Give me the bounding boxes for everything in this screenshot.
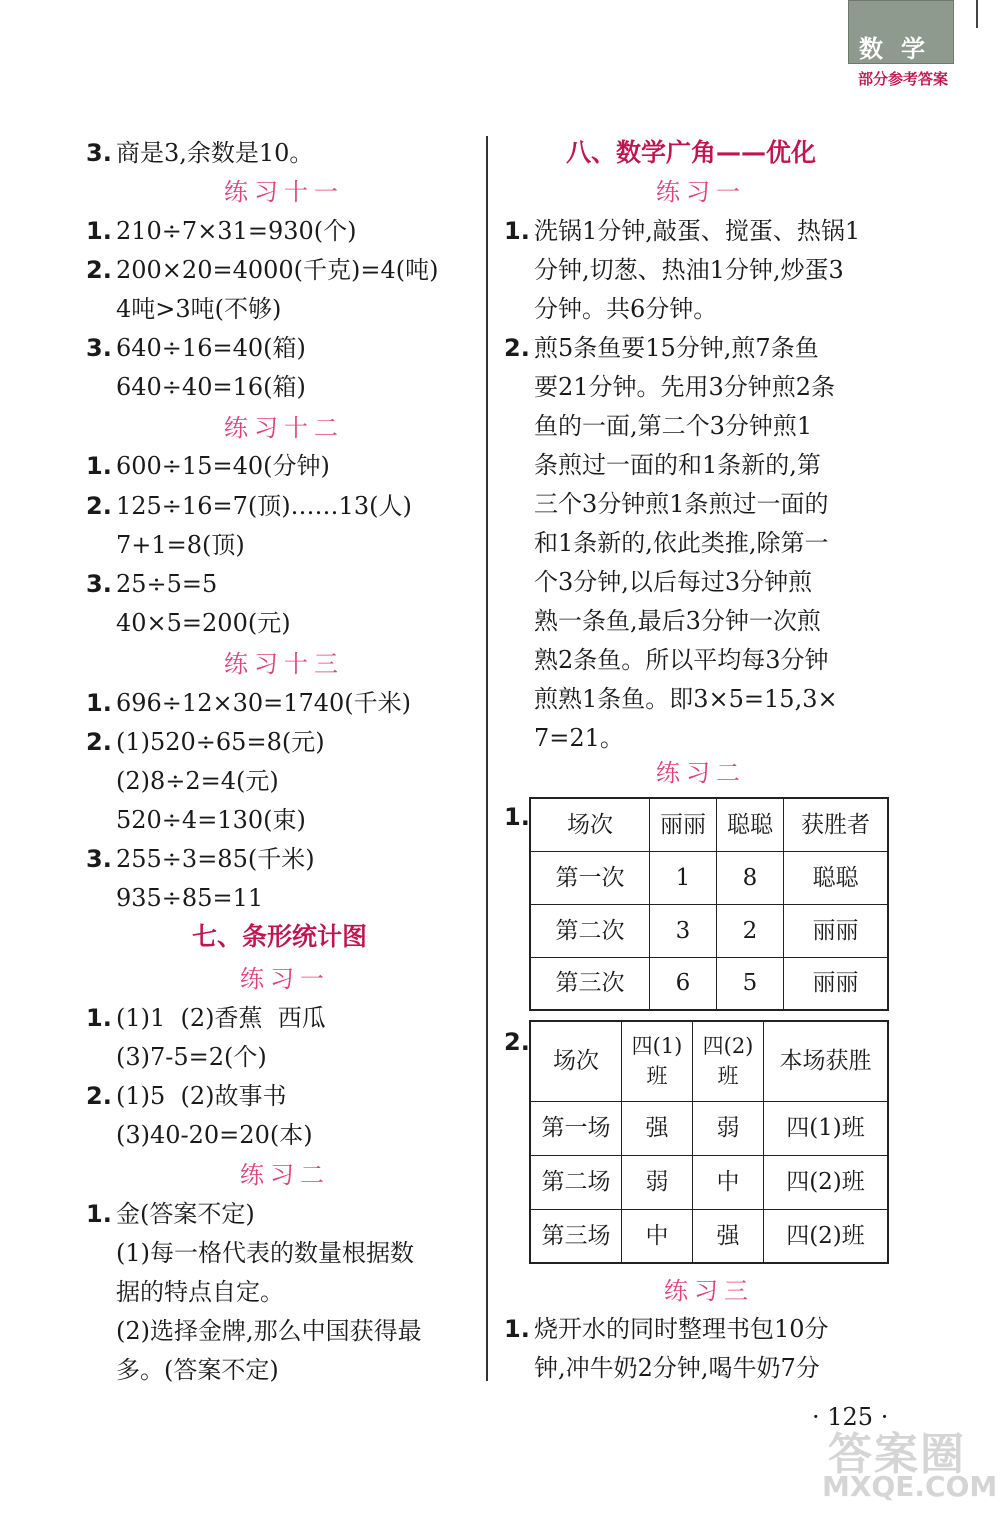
table-cell: 3 xyxy=(650,904,717,957)
item-number: 1. xyxy=(86,217,112,245)
table-cell: 第三场 xyxy=(530,1209,622,1263)
table-header-cell: 聪聪 xyxy=(717,798,784,851)
table-header-cell: 场次 xyxy=(530,1021,622,1101)
answer-line: (3)7-5=2(个) xyxy=(116,1043,267,1071)
item-number: 1. xyxy=(86,1200,112,1228)
item-number: 3. xyxy=(86,570,112,598)
table-cell: 2 xyxy=(717,904,784,957)
table-cell: 5 xyxy=(717,957,784,1010)
answer-line: 鱼的一面,第二个3分钟煎1 xyxy=(534,412,813,440)
answer-line: 4吨>3吨(不够) xyxy=(116,295,282,323)
item-number: 1. xyxy=(504,1315,530,1343)
column-divider xyxy=(486,136,488,1381)
exercise-heading: 练习十一 xyxy=(224,178,344,206)
answer-line: 935÷85=11 xyxy=(116,884,264,912)
answer-line: 煎熟1条鱼。即3×5=15,3× xyxy=(534,685,838,713)
answer-line: 640÷16=40(箱) xyxy=(116,334,306,362)
exercise-heading: 练习十二 xyxy=(224,414,344,442)
exercise-heading: 练习一 xyxy=(240,965,330,993)
table-cell: 四(2)班 xyxy=(764,1209,889,1263)
table-header-cell: 本场获胜 xyxy=(764,1021,889,1101)
answer-line: (2)8÷2=4(元) xyxy=(116,767,279,795)
item-number: 1. xyxy=(504,803,530,831)
subject-badge xyxy=(848,0,954,64)
answer-line: 600÷15=40(分钟) xyxy=(116,452,330,480)
edge-mark xyxy=(976,0,978,28)
item-number: 1. xyxy=(86,1004,112,1032)
table-cell: 8 xyxy=(717,851,784,904)
table-cell: 中 xyxy=(622,1209,693,1263)
table-cell: 四(1)班 xyxy=(764,1101,889,1155)
answer-line: 640÷40=16(箱) xyxy=(116,373,306,401)
answer-line: (1)1 (2)香蕉 西瓜 xyxy=(116,1004,326,1032)
answer-line: 条煎过一面的和1条新的,第 xyxy=(534,451,821,479)
answer-line: (3)40-20=20(本) xyxy=(116,1121,313,1149)
answer-line: 7+1=8(顶) xyxy=(116,531,245,559)
item-number: 1. xyxy=(504,217,530,245)
section-heading: 八、数学广角——优化 xyxy=(566,138,817,167)
table-cell: 中 xyxy=(693,1155,764,1209)
page-number: · 125 · xyxy=(812,1403,889,1431)
table-row xyxy=(530,1155,888,1209)
answer-line: 商是3,余数是10。 xyxy=(116,139,314,167)
item-number: 1. xyxy=(86,452,112,480)
table-header-cell: 场次 xyxy=(530,798,650,851)
table-cell: 6 xyxy=(650,957,717,1010)
table-cell: 第二次 xyxy=(530,904,650,957)
table-row xyxy=(530,1209,888,1263)
table-header-cell: 丽丽 xyxy=(650,798,717,851)
answer-line: 三个3分钟煎1条煎过一面的 xyxy=(534,490,829,518)
table-header-cell: 四(2)班 xyxy=(693,1021,764,1101)
subject-label: 数学 xyxy=(859,34,943,63)
answer-line: 7=21。 xyxy=(534,724,624,752)
answer-line: 熟2条鱼。所以平均每3分钟 xyxy=(534,646,829,674)
item-number: 3. xyxy=(86,845,112,873)
table-cell: 强 xyxy=(622,1101,693,1155)
watermark-logo xyxy=(818,1418,998,1508)
answer-line: (1)520÷65=8(元) xyxy=(116,728,325,756)
exercise-heading: 练习十三 xyxy=(224,650,344,678)
answer-line: (1)每一格代表的数量根据数 xyxy=(116,1239,414,1267)
item-number: 2. xyxy=(86,1082,112,1110)
table-cell: 弱 xyxy=(693,1101,764,1155)
exercise-heading: 练习一 xyxy=(656,178,746,206)
answer-line: 要21分钟。先用3分钟煎2条 xyxy=(534,373,836,401)
item-number: 2. xyxy=(504,334,530,362)
answer-line: 125÷16=7(顶)……13(人) xyxy=(116,492,412,520)
exercise-heading: 练习二 xyxy=(240,1161,330,1189)
item-number: 2. xyxy=(504,1028,530,1056)
item-number: 2. xyxy=(86,492,112,520)
answer-line: 分钟。共6分钟。 xyxy=(534,295,718,323)
watermark-text: 答案圈 xyxy=(828,1429,966,1480)
score-table-1 xyxy=(529,797,889,1011)
table-cell: 第三次 xyxy=(530,957,650,1010)
watermark-url: MXQE.COM xyxy=(822,1470,998,1503)
table-cell: 聪聪 xyxy=(784,851,889,904)
answer-line: 520÷4=130(束) xyxy=(116,806,306,834)
answer-line: 个3分钟,以后每过3分钟煎 xyxy=(534,568,813,596)
section-heading: 七、条形统计图 xyxy=(192,922,368,951)
answer-line: 和1条新的,依此类推,除第一 xyxy=(534,529,829,557)
answer-line: (2)选择金牌,那么中国获得最 xyxy=(116,1317,422,1345)
table-header-cell: 四(1)班 xyxy=(622,1021,693,1101)
table-cell: 弱 xyxy=(622,1155,693,1209)
answer-line: 分钟,切葱、热油1分钟,炒蛋3 xyxy=(534,256,844,284)
answer-line: 据的特点自定。 xyxy=(116,1278,284,1306)
answer-line: 钟,冲牛奶2分钟,喝牛奶7分 xyxy=(534,1354,820,1382)
answer-line: 洗锅1分钟,敲蛋、搅蛋、热锅1 xyxy=(534,217,861,245)
item-number: 3. xyxy=(86,334,112,362)
item-number: 3. xyxy=(86,139,112,167)
table-row xyxy=(530,851,888,904)
answer-line: 696÷12×30=1740(千米) xyxy=(116,689,412,717)
table-cell: 1 xyxy=(650,851,717,904)
table-row xyxy=(530,957,888,1010)
item-number: 2. xyxy=(86,256,112,284)
score-table-2 xyxy=(529,1020,889,1264)
answer-line: 多。(答案不定) xyxy=(116,1356,279,1384)
answer-line: 40×5=200(元) xyxy=(116,609,291,637)
answer-line: 210÷7×31=930(个) xyxy=(116,217,357,245)
answer-line: 金(答案不定) xyxy=(116,1200,255,1228)
table-row xyxy=(530,1101,888,1155)
table-cell: 丽丽 xyxy=(784,904,889,957)
answer-line: (1)5 (2)故事书 xyxy=(116,1082,287,1110)
answer-line: 200×20=4000(千克)=4(吨) xyxy=(116,256,439,284)
table-cell: 第一次 xyxy=(530,851,650,904)
answer-line: 255÷3=85(千米) xyxy=(116,845,315,873)
answer-line: 烧开水的同时整理书包10分 xyxy=(534,1315,829,1343)
table-header-cell: 获胜者 xyxy=(784,798,889,851)
answer-line: 熟一条鱼,最后3分钟一次煎 xyxy=(534,607,821,635)
exercise-heading: 练习二 xyxy=(656,759,746,787)
item-number: 1. xyxy=(86,689,112,717)
table-cell: 强 xyxy=(693,1209,764,1263)
table-cell: 第二场 xyxy=(530,1155,622,1209)
answer-line: 25÷5=5 xyxy=(116,570,218,598)
item-number: 2. xyxy=(86,728,112,756)
table-row xyxy=(530,904,888,957)
answer-line: 煎5条鱼要15分钟,煎7条鱼 xyxy=(534,334,819,362)
answer-section-label: 部分参考答案 xyxy=(857,70,948,88)
table-cell: 丽丽 xyxy=(784,957,889,1010)
table-cell: 第一场 xyxy=(530,1101,622,1155)
exercise-heading: 练习三 xyxy=(664,1277,754,1305)
table-cell: 四(2)班 xyxy=(764,1155,889,1209)
